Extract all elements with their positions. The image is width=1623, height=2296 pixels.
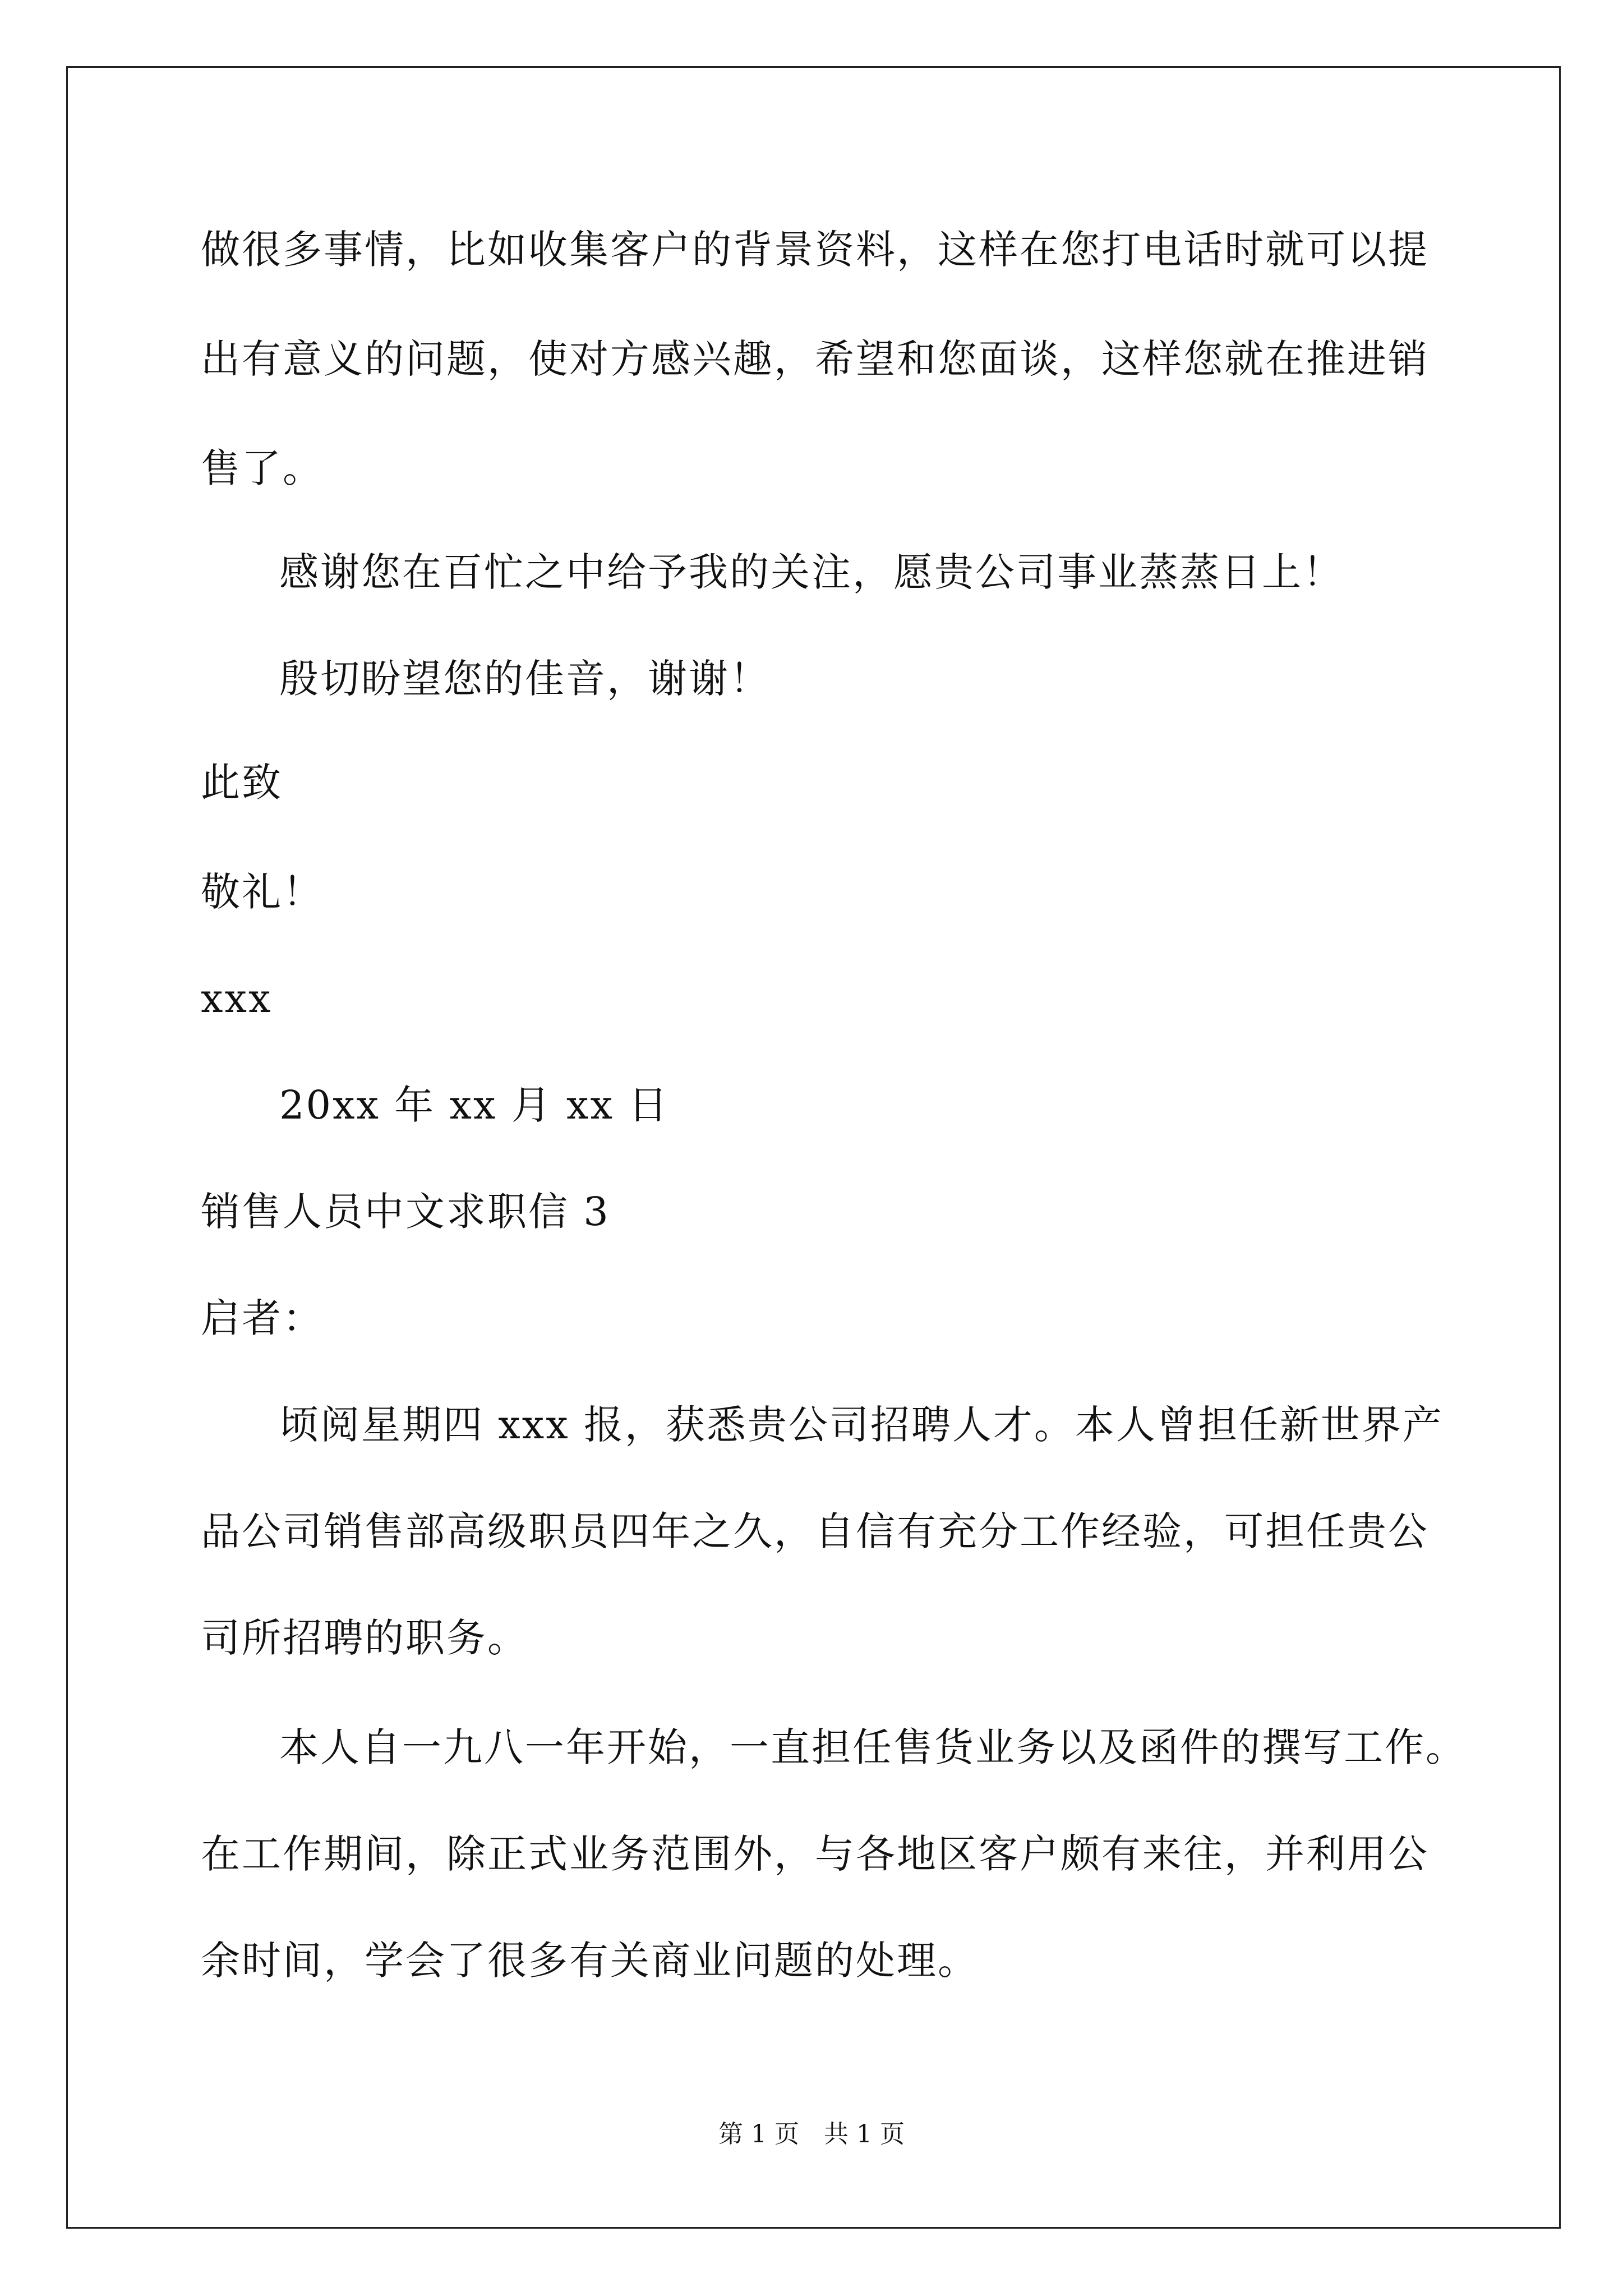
paragraph-line: 做很多事情，比如收集客户的背景资料，这样在您打电话时就可以提 [201,227,1429,273]
page-number-footer: 第 1 页 共 1 页 [718,2120,905,2148]
paragraph-line: 顷阅星期四 xxx 报，获悉贵公司招聘人才。本人曾担任新世界产 [279,1402,1444,1448]
paragraph-line: 感谢您在百忙之中给予我的关注，愿贵公司事业蒸蒸日上！ [279,549,1344,595]
greeting-line: 启者： [201,1295,324,1341]
page-border [66,66,1561,2229]
salutation-line: 敬礼！ [201,869,324,915]
paragraph-line: 售了。 [201,445,324,491]
paragraph-line: 司所招聘的职务。 [201,1615,528,1661]
paragraph-line: 余时间，学会了很多有关商业问题的处理。 [201,1938,979,1984]
paragraph-line: 品公司销售部高级职员四年之久，自信有充分工作经验，可担任贵公 [201,1508,1429,1554]
signature-name: xxx [201,976,273,1022]
salutation-line: 此致 [201,760,283,806]
paragraph-line: 本人自一九八一年开始，一直担任售货业务以及函件的撰写工作。 [279,1724,1467,1770]
section-title: 销售人员中文求职信 3 [201,1189,610,1235]
paragraph-line: 殷切盼望您的佳音，谢谢！ [279,656,771,702]
signature-date: 20xx 年 xx 月 xx 日 [279,1082,670,1128]
paragraph-line: 出有意义的问题，使对方感兴趣，希望和您面谈，这样您就在推进销 [201,336,1429,382]
paragraph-line: 在工作期间，除正式业务范围外，与各地区客户颇有来往，并利用公 [201,1831,1429,1877]
